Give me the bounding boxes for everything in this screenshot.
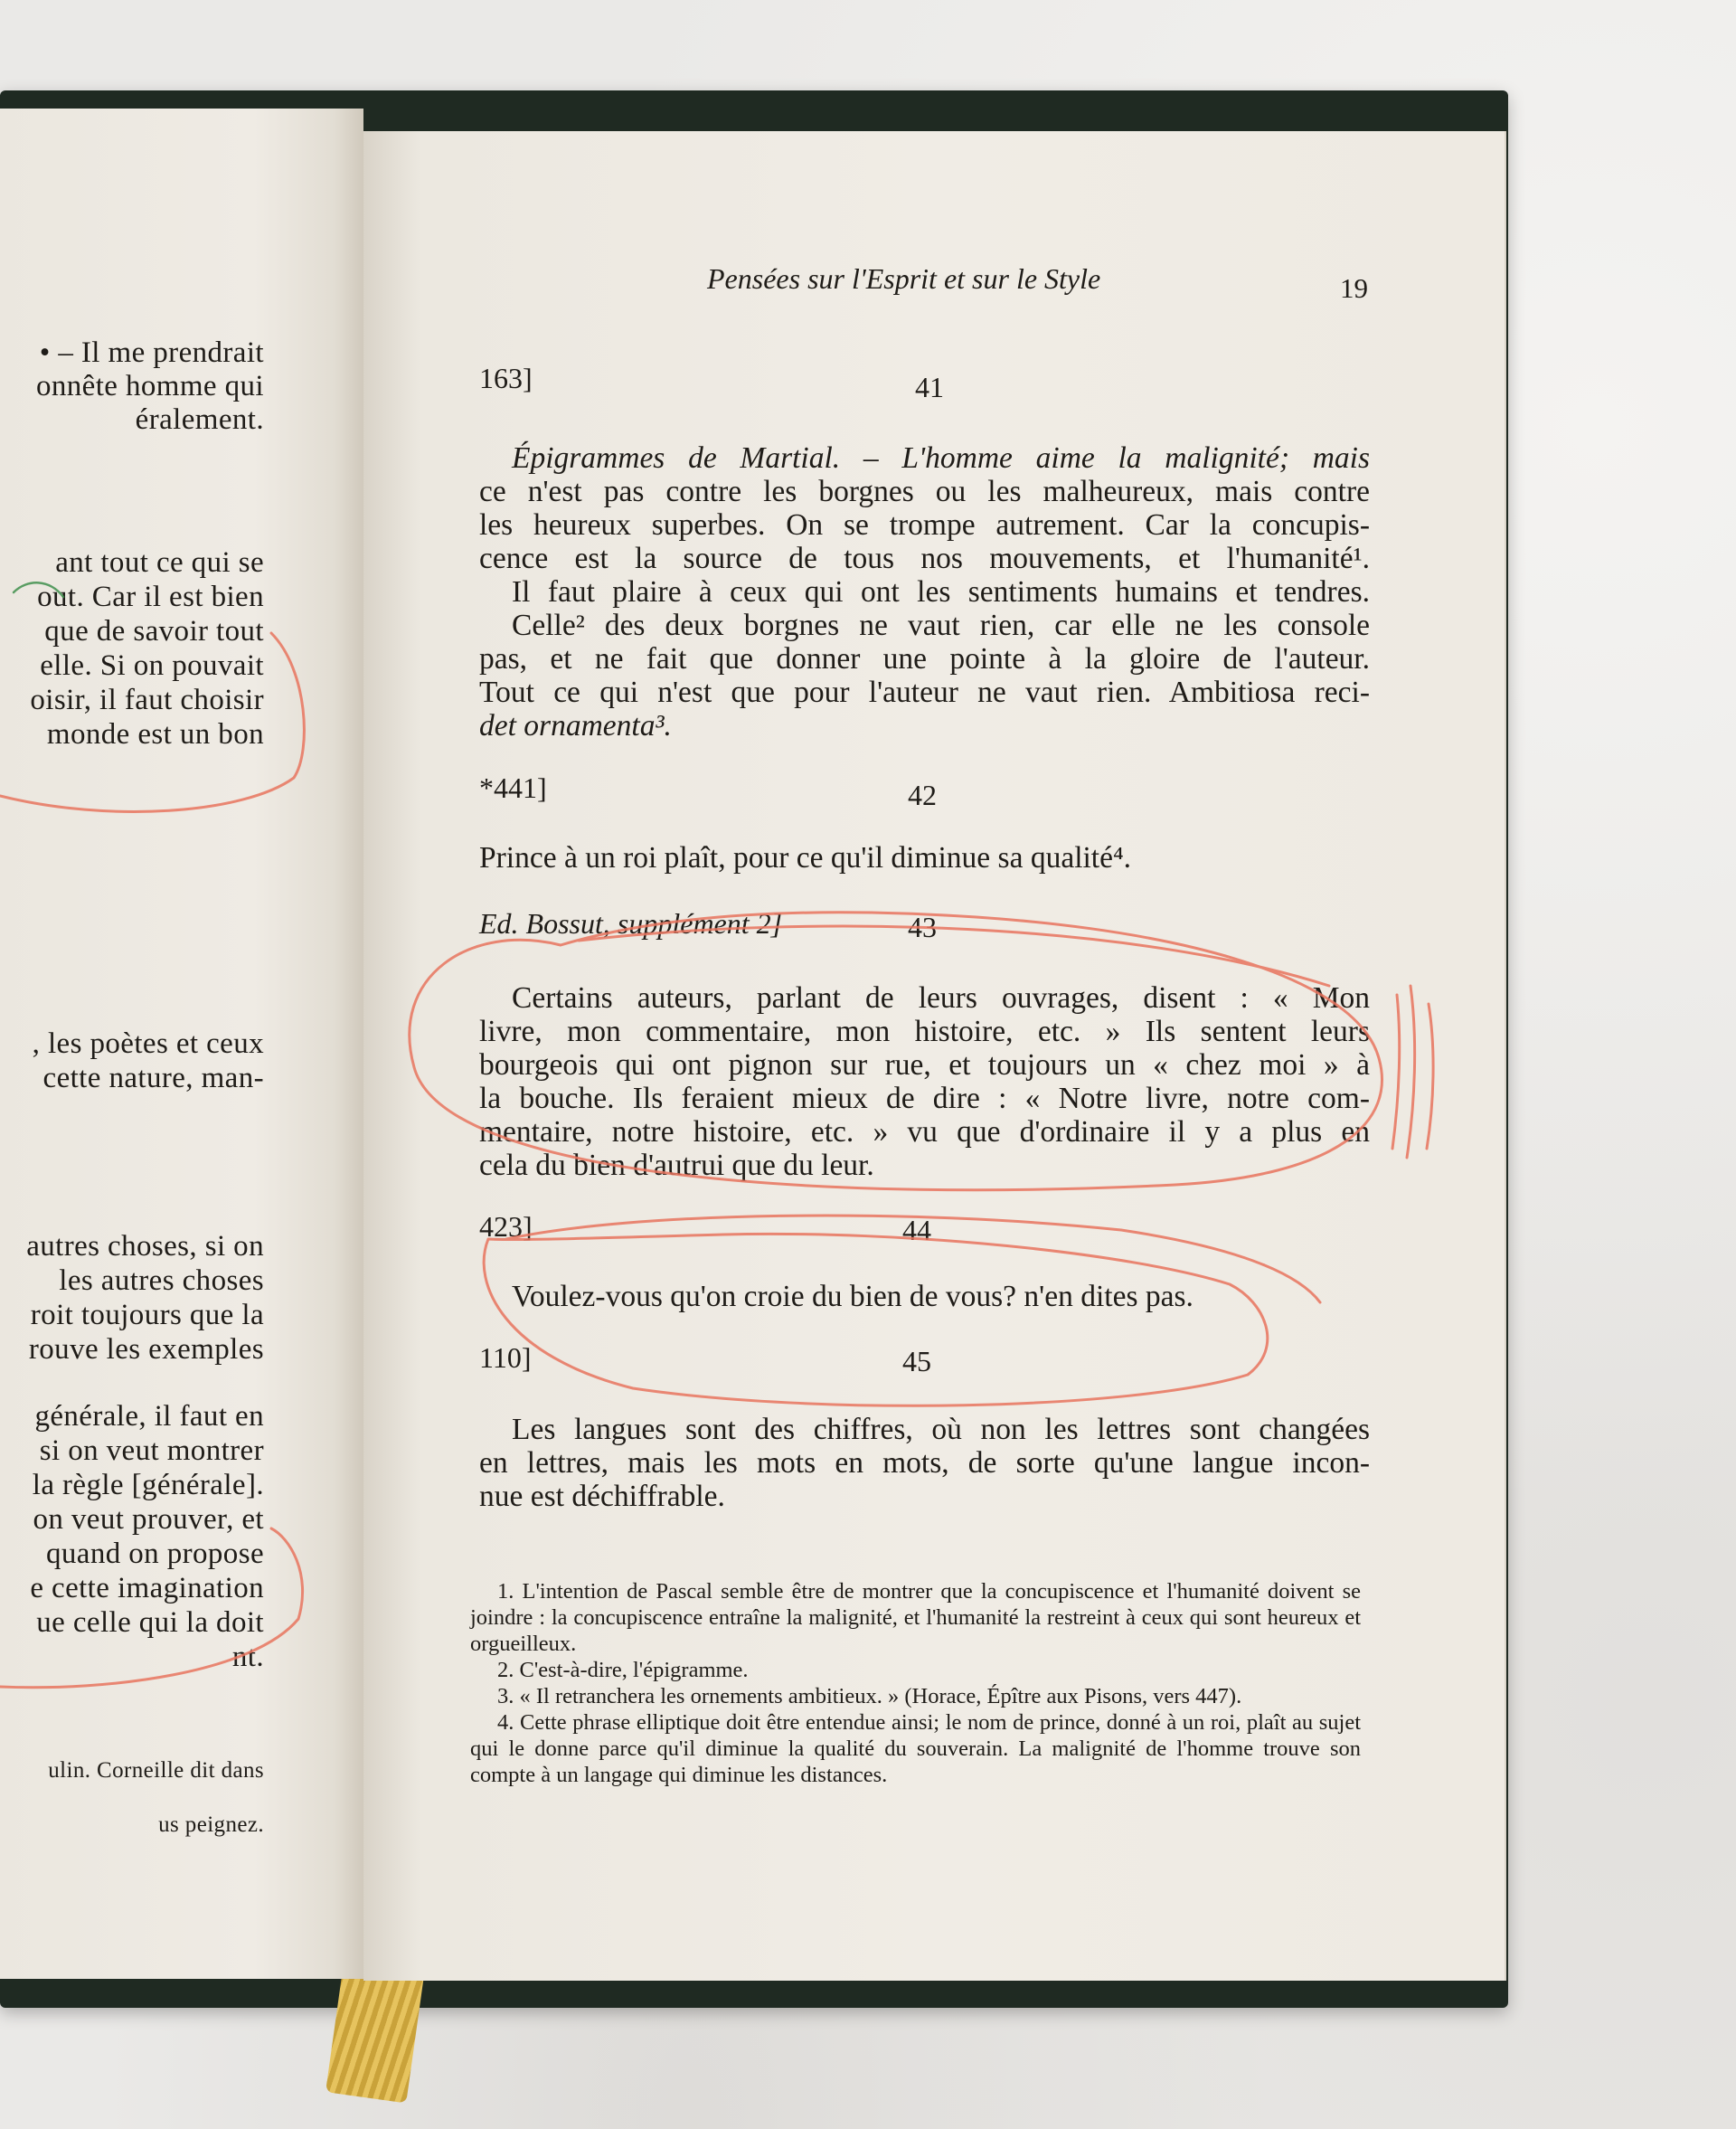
text-line: mentaire, notre histoire, etc. » vu que d'ordinaire il y a plus en bbox=[479, 1115, 1370, 1149]
entry-body bbox=[479, 441, 1370, 743]
left-text-line: roit toujours que la bbox=[30, 1299, 264, 1331]
entry-ref: 163] bbox=[479, 362, 533, 394]
text-line: les heureux superbes. On se trompe autrement. Car la concupis- bbox=[479, 508, 1370, 542]
left-text-line: monde est un bon bbox=[46, 718, 264, 751]
left-text-line: oisir, il faut choisir bbox=[30, 684, 264, 716]
text-line: Celle² des deux borgnes ne vaut rien, car elle ne les console bbox=[512, 609, 1370, 642]
left-text-line: cette nature, man- bbox=[42, 1062, 264, 1094]
footnote: 1. L'intention de Pascal semble être de montrer que la concupiscence et l'humanité doivent se joindre : la concupiscence entraîne la malignité, et l'humanité la restreint à ceux qui sont heureux et orgueilleux. bbox=[470, 1579, 1361, 1656]
text-line: Il faut plaire à ceux qui ont les sentiments humains et tendres. bbox=[512, 575, 1370, 609]
text-line: det ornamenta³. bbox=[479, 709, 672, 743]
entry-number: 43 bbox=[908, 911, 937, 943]
left-text-line: autres choses, si on bbox=[26, 1230, 264, 1263]
text-line: ce n'est pas contre les borgnes ou les malheureux, mais contre bbox=[479, 475, 1370, 508]
entry-body bbox=[479, 1413, 1370, 1513]
left-text-line: générale, il faut en bbox=[34, 1400, 264, 1433]
left-text-line: que de savoir tout bbox=[44, 615, 264, 648]
text-line: Certains auteurs, parlant de leurs ouvrages, disent : « Mon bbox=[512, 981, 1370, 1015]
entry-ref: *441] bbox=[479, 771, 547, 804]
right-page bbox=[363, 131, 1506, 1981]
text-line: Prince à un roi plaît, pour ce qu'il diminue sa qualité⁴. bbox=[479, 841, 1132, 875]
text-line: livre, mon commentaire, mon histoire, etc. » Ils sentent leurs bbox=[479, 1015, 1370, 1048]
left-text-line: rouve les exemples bbox=[28, 1333, 264, 1366]
footnotes bbox=[470, 1578, 1361, 1788]
entry-ref: 423] bbox=[479, 1210, 533, 1243]
left-text-line: quand on propose bbox=[45, 1538, 264, 1570]
text-line: pas, et ne fait que donner une pointe à la gloire de l'auteur. bbox=[479, 642, 1370, 676]
footnote: 2. C'est-à-dire, l'épigramme. bbox=[497, 1658, 749, 1682]
text-line: cela du bien d'autrui que du leur. bbox=[479, 1149, 874, 1182]
left-note-line: ulin. Corneille dit dans bbox=[48, 1758, 264, 1783]
page-number: 19 bbox=[1340, 272, 1368, 304]
entry-body bbox=[479, 981, 1370, 1182]
work-title: Épigrammes de Martial. – L'homme aime la malignité; mais bbox=[512, 441, 1370, 475]
text-line: la bouche. Ils feraient mieux de dire : « Notre livre, notre com- bbox=[479, 1082, 1370, 1115]
entry-ref: Ed. Bossut, supplément 2] bbox=[479, 907, 783, 940]
text-line: cence est la source de tous nos mouvements, et l'humanité¹. bbox=[479, 542, 1370, 575]
left-text-line: on veut prouver, et bbox=[33, 1503, 264, 1536]
left-text-line: ue celle qui la doit bbox=[36, 1606, 264, 1639]
left-text-line: elle. Si on pouvait bbox=[40, 649, 264, 682]
running-title: Pensées sur l'Esprit et sur le Style bbox=[707, 262, 1101, 295]
text-line: Tout ce qui n'est que pour l'auteur ne vaut rien. Ambitiosa reci- bbox=[479, 676, 1370, 709]
left-text-line: e cette imagination bbox=[30, 1572, 264, 1604]
left-text-line: onnête homme qui bbox=[35, 370, 264, 402]
left-text-line: nt. bbox=[231, 1641, 264, 1673]
entry-number: 44 bbox=[902, 1214, 931, 1246]
footnote: 4. Cette phrase elliptique doit être entendue ainsi; le nom de prince, donné à un roi, plaît au sujet qui le donne parce qu'il diminue la qualité du souverain. La malignité de l'homme trouve son compte à un langage qui diminue les distances. bbox=[470, 1710, 1361, 1787]
left-text-line: , les poètes et ceux bbox=[32, 1027, 264, 1060]
entry-number: 41 bbox=[915, 371, 944, 403]
text-line: en lettres, mais les mots en mots, de sorte qu'une langue incon- bbox=[479, 1446, 1370, 1480]
text-line: nue est déchiffrable. bbox=[479, 1480, 725, 1513]
left-note-line: us peignez. bbox=[158, 1812, 264, 1837]
left-page bbox=[0, 109, 363, 1979]
entry-number: 42 bbox=[908, 779, 937, 811]
left-text-line: • – Il me prendrait bbox=[39, 336, 264, 369]
text-line: bourgeois qui ont pignon sur rue, et toujours un « chez moi » à bbox=[479, 1048, 1370, 1082]
left-text-line: la règle [générale]. bbox=[32, 1469, 264, 1501]
text-line: Voulez-vous qu'on croie du bien de vous? n'en dites pas. bbox=[512, 1280, 1194, 1313]
left-text-line: les autres choses bbox=[59, 1264, 264, 1297]
footnote: 3. « Il retranchera les ornements ambitieux. » (Horace, Épître aux Pisons, vers 447). bbox=[497, 1684, 1242, 1708]
entry-ref: 110] bbox=[479, 1341, 532, 1374]
text-line bbox=[479, 441, 1370, 475]
entry-body bbox=[479, 1280, 1370, 1313]
left-text-line: out. Car il est bien bbox=[37, 581, 264, 613]
left-text-line: ant tout ce qui se bbox=[55, 546, 264, 579]
text-line: Les langues sont des chiffres, où non les lettres sont changées bbox=[512, 1413, 1370, 1446]
left-text-line: éralement. bbox=[135, 403, 264, 436]
entry-body bbox=[479, 841, 1370, 875]
entry-number: 45 bbox=[902, 1345, 931, 1377]
left-text-line: si on veut montrer bbox=[39, 1434, 264, 1467]
